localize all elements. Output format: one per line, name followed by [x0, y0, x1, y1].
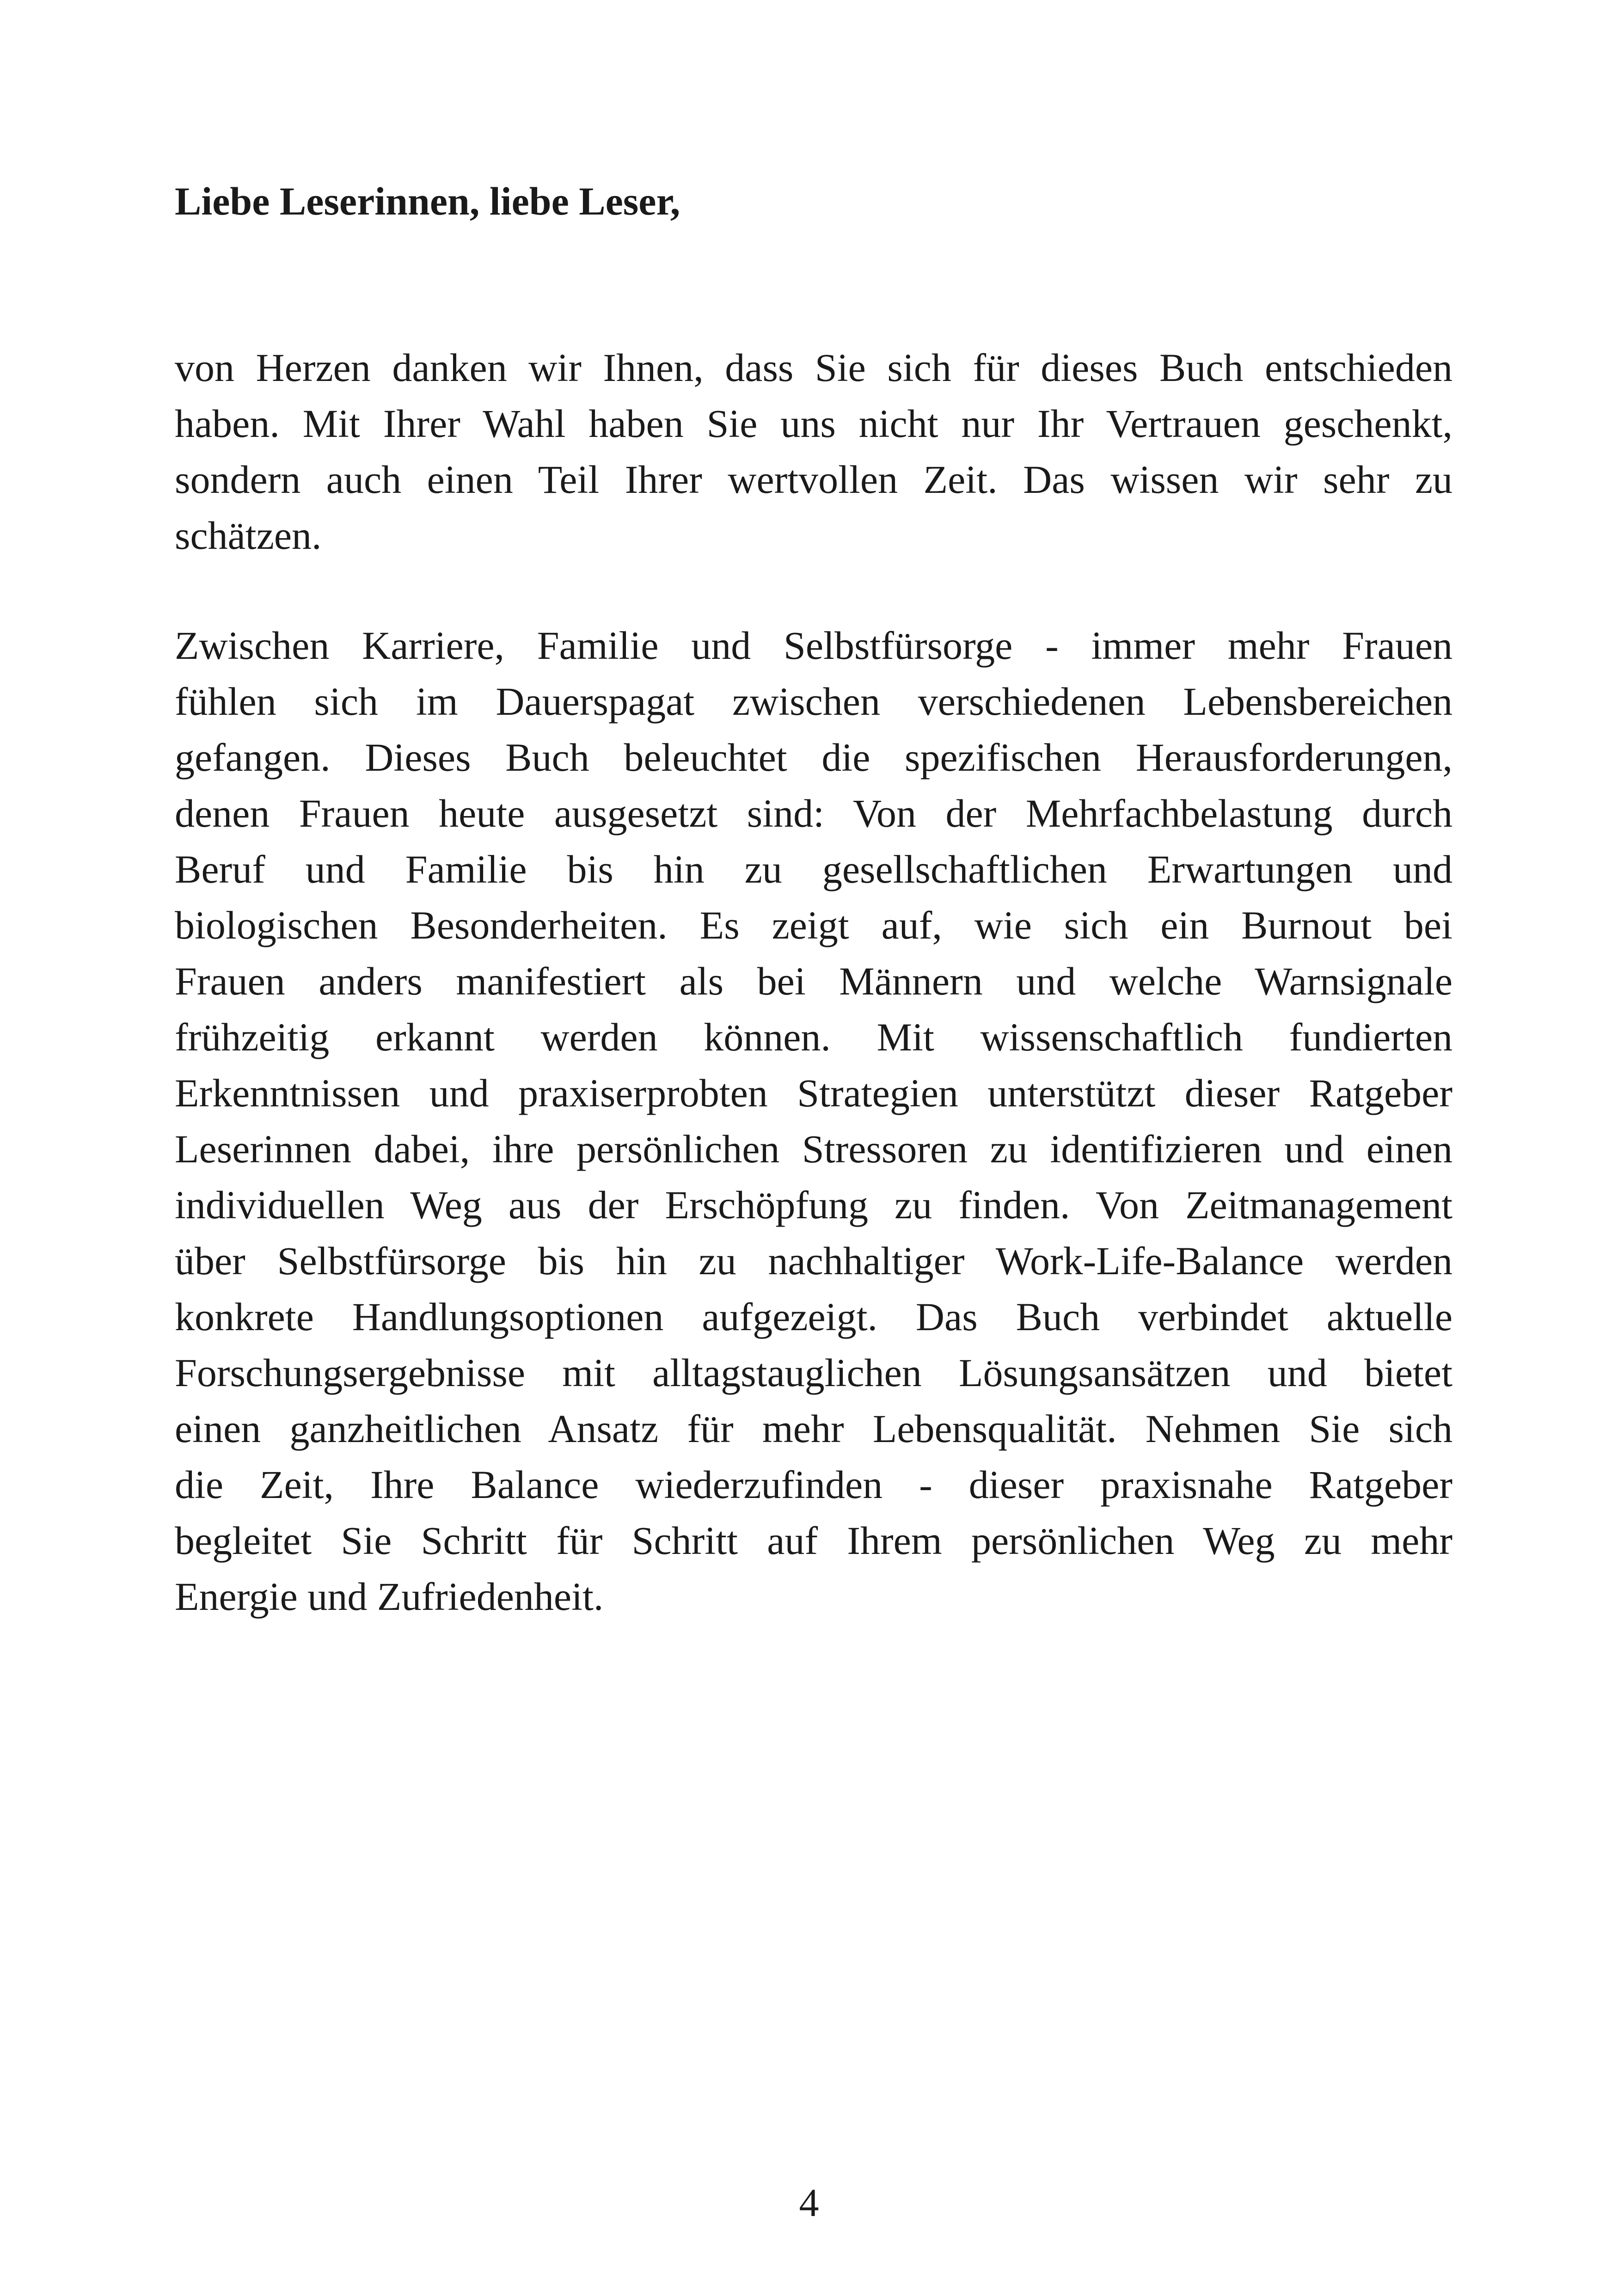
text-line: Energie und Zufriedenheit.: [175, 1574, 604, 1619]
text-line: gefangen. Dieses Buch beleuchtet die spezifischen Herausforderungen,: [175, 735, 1453, 780]
text-line: sondern auch einen Teil Ihrer wertvollen Zeit. Das wissen wir sehr zu: [175, 457, 1453, 502]
text-line: von Herzen danken wir Ihnen, dass Sie sich für dieses Buch entschieden: [175, 345, 1453, 390]
text-line: begleitet Sie Schritt für Schritt auf Ihrem persönlichen Weg zu mehr: [175, 1518, 1453, 1563]
paragraph-book-summary: [175, 618, 1453, 1625]
text-line: einen ganzheitlichen Ansatz für mehr Lebensqualität. Nehmen Sie sich: [175, 1406, 1453, 1451]
text-line: Beruf und Familie bis hin zu gesellschaftlichen Erwartungen und: [175, 847, 1453, 891]
text-line: über Selbstfürsorge bis hin zu nachhaltiger Work-Life-Balance werden: [175, 1239, 1453, 1283]
text-line: Leserinnen dabei, ihre persönlichen Stressoren zu identifizieren und einen: [175, 1127, 1453, 1171]
text-line: Zwischen Karriere, Familie und Selbstfürsorge - immer mehr Frauen: [175, 623, 1453, 668]
page-number: 4: [799, 2180, 819, 2225]
text-line: haben. Mit Ihrer Wahl haben Sie uns nicht nur Ihr Vertrauen geschenkt,: [175, 401, 1453, 446]
text-line: frühzeitig erkannt werden können. Mit wissenschaftlich fundierten: [175, 1015, 1453, 1059]
text-line: biologischen Besonderheiten. Es zeigt auf, wie sich ein Burnout bei: [175, 903, 1453, 947]
text-line: denen Frauen heute ausgesetzt sind: Von der Mehrfachbelastung durch: [175, 791, 1453, 835]
text-line: konkrete Handlungsoptionen aufgezeigt. Das Buch verbindet aktuelle: [175, 1295, 1453, 1339]
text-line: fühlen sich im Dauerspagat zwischen verschiedenen Lebensbereichen: [175, 679, 1453, 724]
text-line: schätzen.: [175, 513, 322, 558]
text-line: Erkenntnissen und praxiserprobten Strategien unterstützt dieser Ratgeber: [175, 1071, 1453, 1115]
paragraph-thanks: [175, 340, 1453, 564]
text-line: Forschungsergebnisse mit alltagstauglichen Lösungsansätzen und bietet: [175, 1351, 1453, 1395]
salutation: Liebe Leserinnen, liebe Leser,: [175, 179, 680, 223]
text-line: Frauen anders manifestiert als bei Männern und welche Warnsignale: [175, 959, 1453, 1003]
text-line: individuellen Weg aus der Erschöpfung zu finden. Von Zeitmanagement: [175, 1183, 1453, 1227]
text-line: die Zeit, Ihre Balance wiederzufinden - dieser praxisnahe Ratgeber: [175, 1462, 1453, 1507]
